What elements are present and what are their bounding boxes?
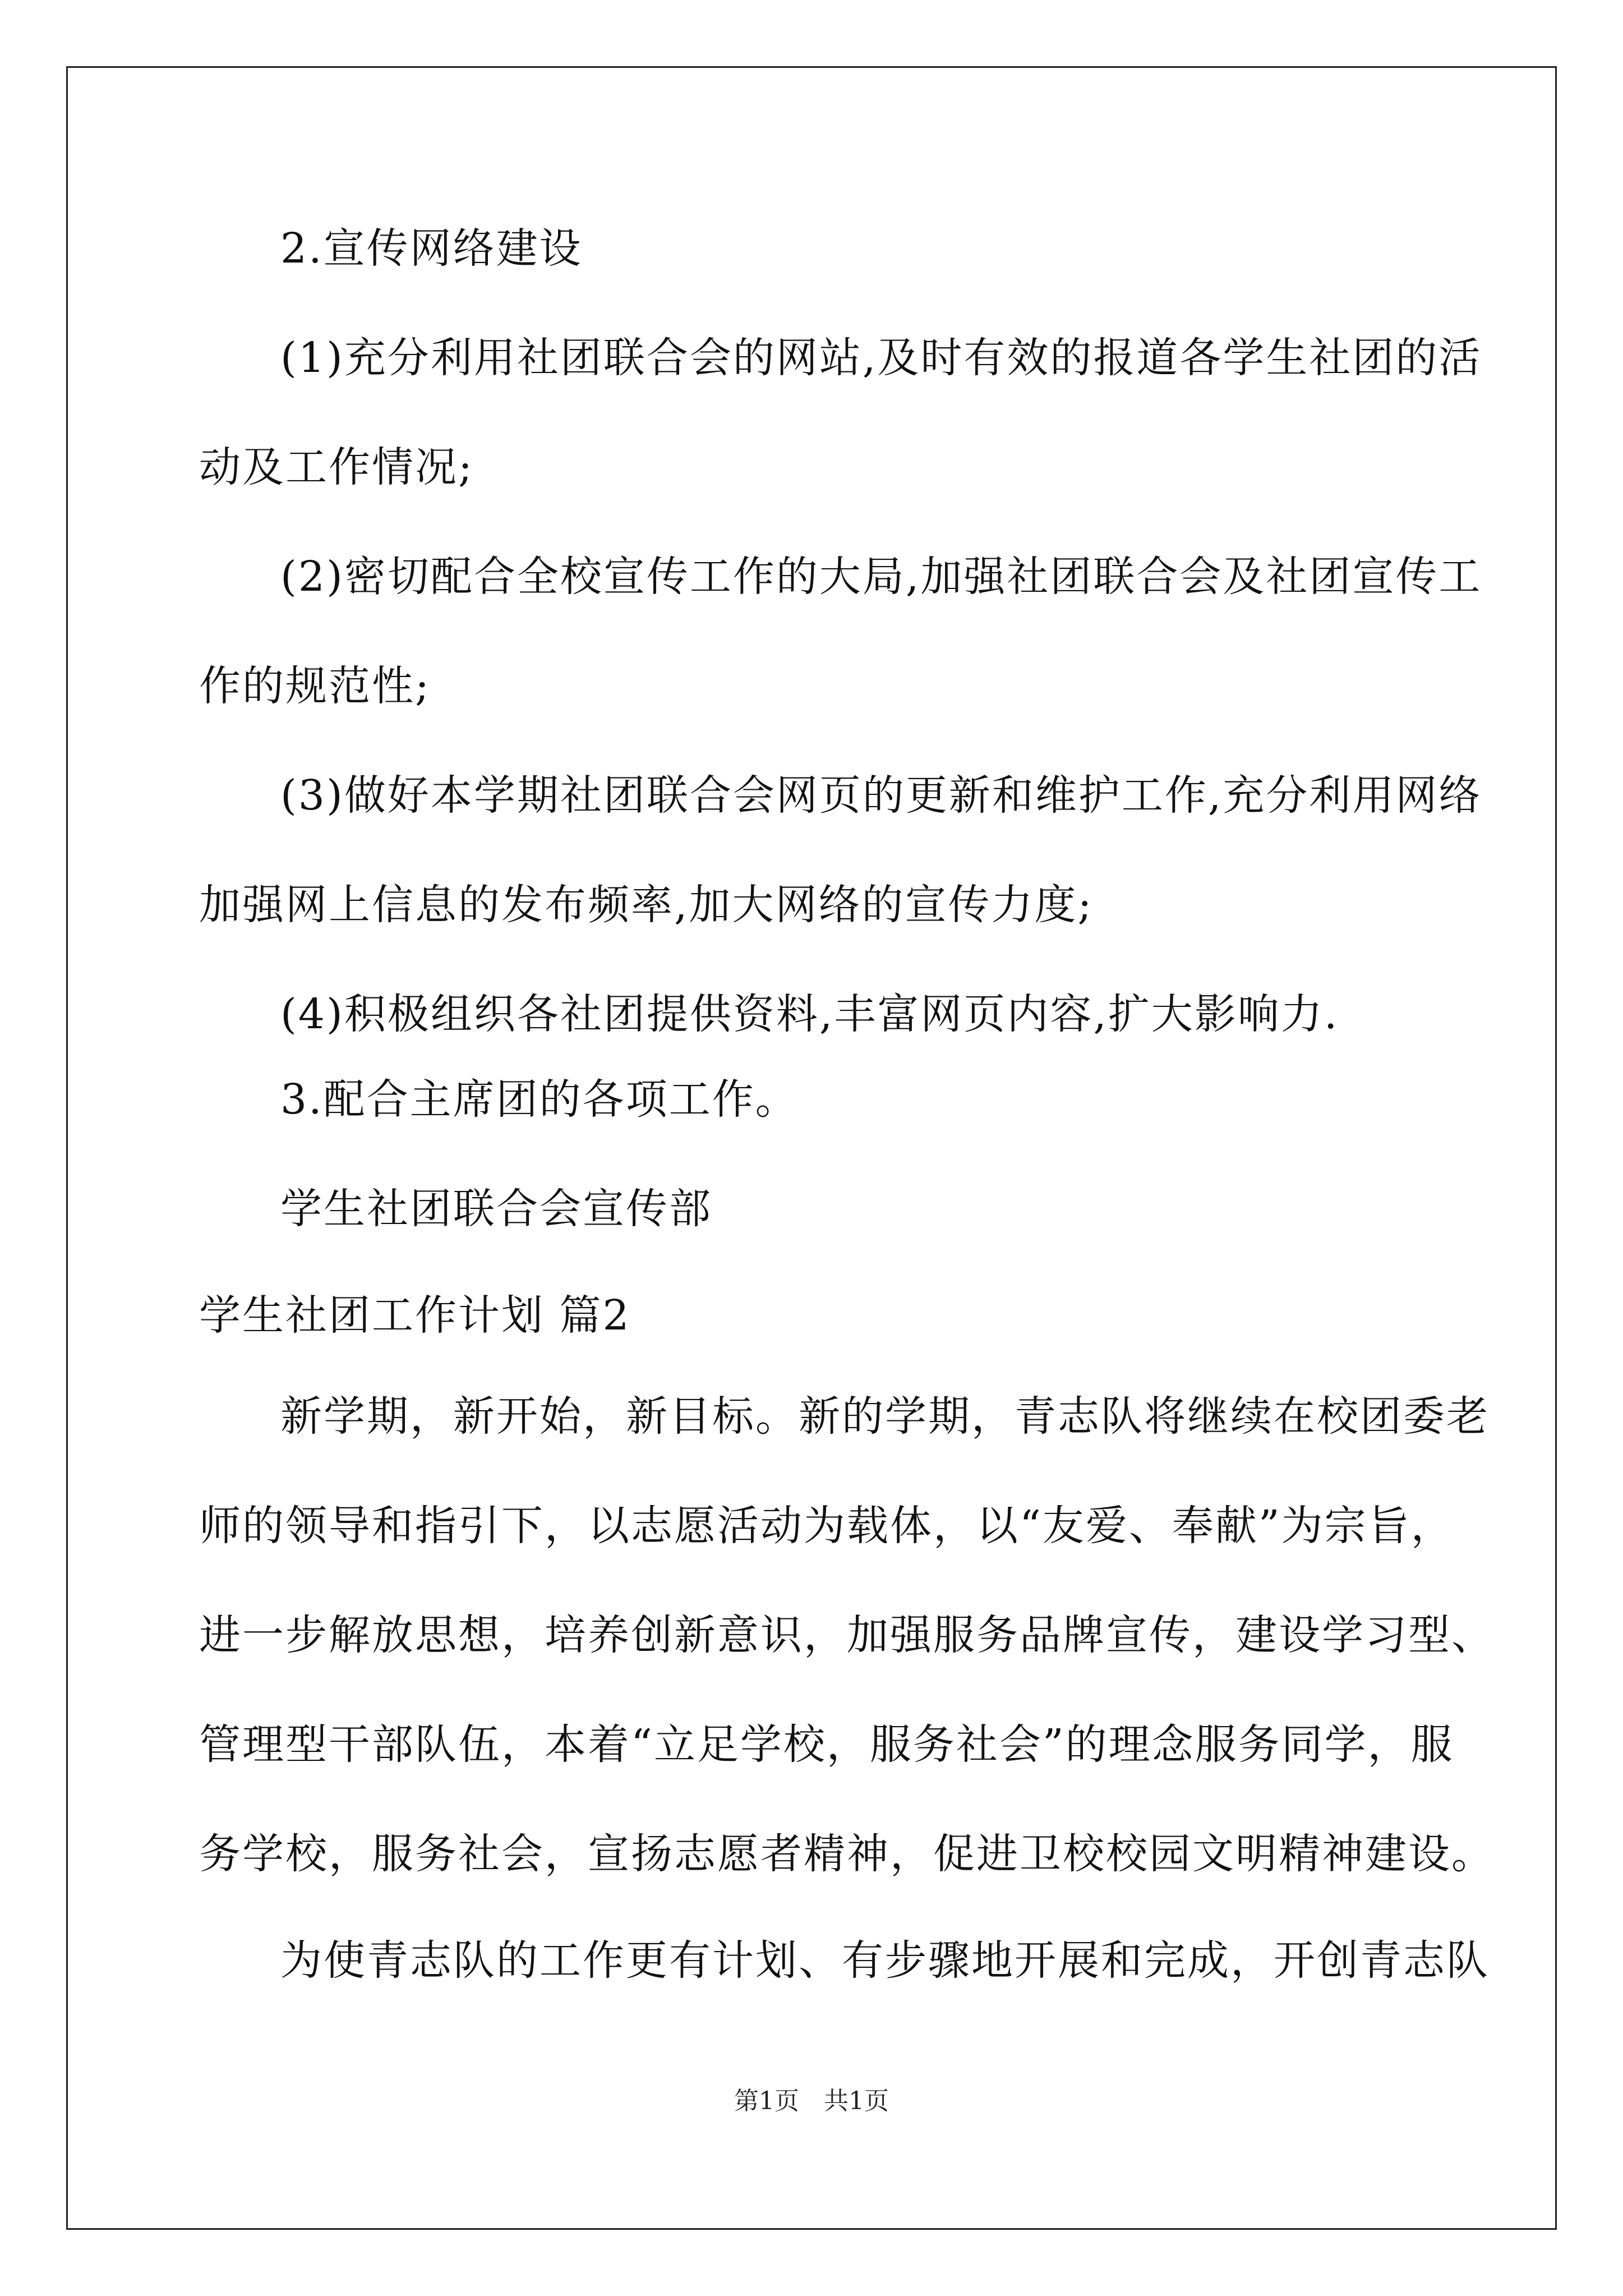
paragraph-line: 进一步解放思想，培养创新意识，加强服务品牌宣传，建设学习型、 — [199, 1611, 1495, 1659]
page-footer: 第1页 共1页 — [734, 2087, 889, 2115]
paragraph-line: (4)积极组织各社团提供资料,丰富网页内容,扩大影响力. — [280, 990, 1339, 1038]
page-border — [66, 66, 1557, 2230]
paragraph-line: 管理型干部队伍，本着“立足学校，服务社会”的理念服务同学，服 — [199, 1720, 1454, 1769]
section-title: 学生社团工作计划 篇2 — [199, 1291, 631, 1340]
paragraph-line: 作的规范性; — [199, 662, 431, 710]
paragraph-line: 加强网上信息的发布频率,加大网络的宣传力度; — [199, 881, 1094, 929]
signature-line: 学生社团联合会宣传部 — [280, 1185, 712, 1233]
paragraph-line: 3.配合主席团的各项工作。 — [280, 1075, 799, 1124]
paragraph-line: (2)密切配合全校宣传工作的大局,加强社团联合会及社团宣传工 — [280, 553, 1482, 601]
paragraph-line: 为使青志队的工作更有计划、有步骤地开展和完成，开创青志队 — [280, 1936, 1490, 1985]
paragraph-line: (3)做好本学期社团联合会网页的更新和维护工作,充分利用网络 — [280, 771, 1482, 820]
paragraph-line: 新学期，新开始，新目标。新的学期，青志队将继续在校团委老 — [280, 1392, 1490, 1441]
paragraph-line: 师的领导和指引下，以志愿活动为载体，以“友爱、奉献”为宗旨， — [199, 1502, 1454, 1550]
paragraph-line: 动及工作情况; — [199, 443, 474, 491]
paragraph-line: 务学校，服务社会，宣扬志愿者精神，促进卫校校园文明精神建设。 — [199, 1830, 1495, 1878]
paragraph-line: (1)充分利用社团联合会的网站,及时有效的报道各学生社团的活 — [280, 334, 1482, 382]
section-heading-network: 2.宣传网络建设 — [280, 224, 583, 273]
